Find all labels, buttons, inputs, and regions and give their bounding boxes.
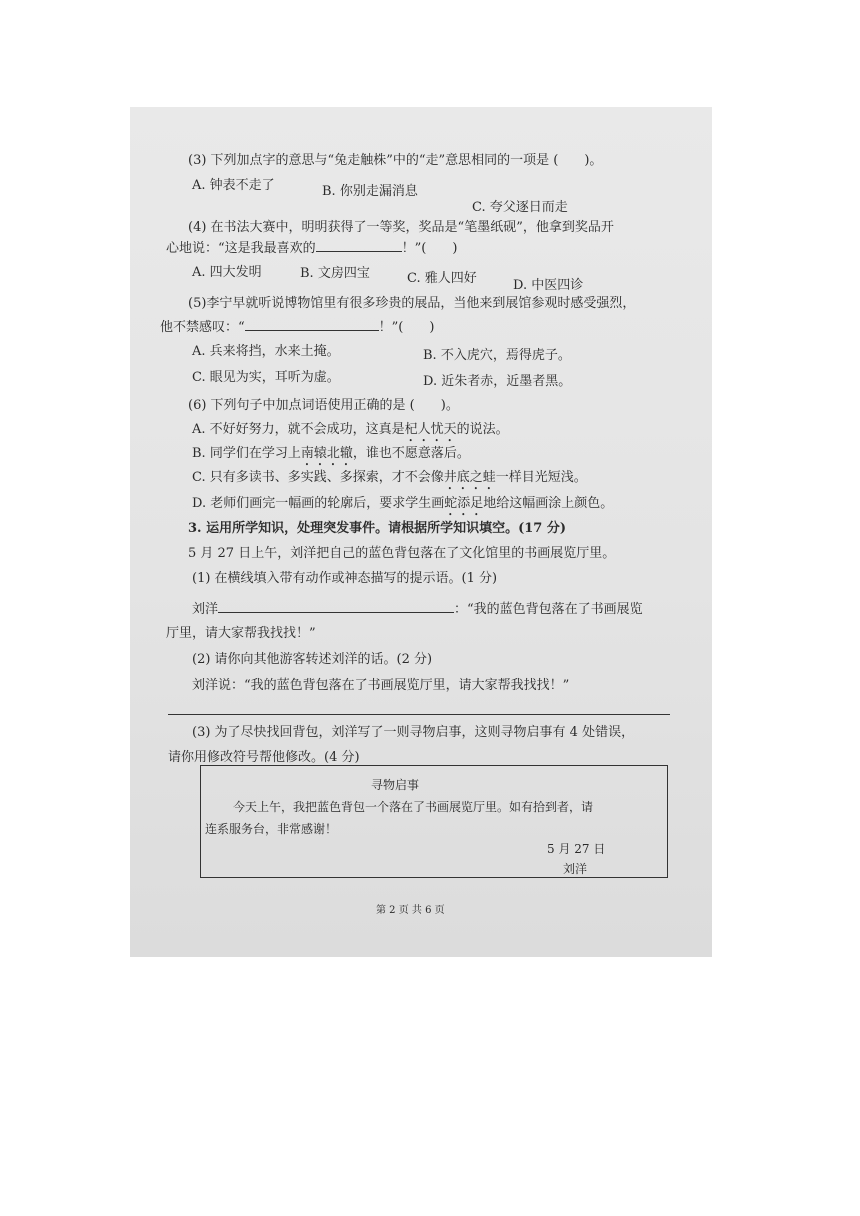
- q6-option-a-dotted-word: 杞人忧天: [404, 422, 457, 437]
- q4-line1: (4) 在书法大赛中，明明获得了一等奖，奖品是“笔墨纸砚”，他拿到奖品开: [188, 220, 614, 235]
- q6-option-b: [192, 445, 470, 469]
- q5-option-d: D. 近朱者赤，近墨者黑。: [423, 374, 572, 389]
- q3-option-c: C. 夸父逐日而走: [472, 200, 568, 215]
- q3-stem: (3) 下列加点字的意思与“兔走触株”中的“走”意思相同的一项是 ( )。: [188, 153, 603, 168]
- speaker-quote: ：“我的蓝色背包落在了书画展览: [454, 602, 643, 617]
- q4-line2: [166, 238, 457, 258]
- q6-option-d: [192, 495, 613, 519]
- section-3-part-2-quote: 刘洋说：“我的蓝色背包落在了书画展览厅里，请大家帮我找找！”: [192, 678, 570, 693]
- notice-body-line1: 今天上午，我把蓝色背包一个落在了书画展览厅里。如有拾到者，请: [233, 800, 594, 814]
- section-3-part-2: (2) 请你向其他游客转述刘洋的话。(2 分): [192, 652, 433, 667]
- page-footer: 第 2 页 共 6 页: [376, 905, 445, 916]
- q5-option-a: A. 兵来将挡，水来土掩。: [192, 344, 340, 359]
- q6-option-b-text: B. 同学们在学习上: [192, 446, 301, 461]
- q4-option-a: A. 四大发明: [192, 265, 262, 280]
- lost-item-notice: [200, 765, 668, 878]
- q6-option-d-text: D. 老师们画完一幅画的轮廓后，要求学生画: [192, 496, 445, 511]
- q3-option-a: A. 钟表不走了: [192, 178, 275, 193]
- notice-date: 5 月 27 日: [547, 842, 606, 856]
- q6-option-c-text-end: 一样目光短浅。: [495, 470, 587, 485]
- q6-option-b-text-end: ，谁也不愿意落后。: [352, 446, 470, 461]
- section-3-part-1-line: [192, 599, 643, 619]
- speaker-name: 刘洋: [192, 602, 219, 617]
- q6-option-d-dotted-word: 蛇添足: [444, 496, 484, 511]
- q4-line2-prefix: 心地说：“这是我最喜欢的: [166, 241, 316, 256]
- q4-option-b: B. 文房四宝: [300, 266, 370, 281]
- notice-signer: 刘洋: [563, 862, 588, 876]
- q4-option-c: C. 雅人四好: [407, 271, 477, 286]
- q4-answer-blank[interactable]: [316, 238, 402, 252]
- q6-stem: (6) 下列句子中加点词语使用正确的是 ( )。: [188, 398, 459, 413]
- q5-line2-suffix: ！”( ): [378, 320, 435, 335]
- q5-line1: (5)李宁早就听说博物馆里有很多珍贵的展品，当他来到展馆参观时感受强烈，: [188, 296, 636, 311]
- answer-line[interactable]: [168, 714, 670, 715]
- q5-answer-blank[interactable]: [245, 317, 379, 331]
- q4-option-d: D. 中医四诊: [513, 278, 584, 293]
- q6-option-c: [192, 469, 587, 493]
- q6-option-d-text-end: 地给这幅画涂上颜色。: [483, 496, 614, 511]
- q5-line2: [160, 317, 434, 337]
- q4-line2-suffix: ！”( ): [401, 241, 458, 256]
- section-3-intro: 5 月 27 日上午，刘洋把自己的蓝色背包落在了文化馆里的书画展览厅里。: [188, 546, 616, 561]
- q6-option-c-text: C. 只有多读书、多实践、多探索，才不会像: [192, 470, 444, 485]
- notice-title: 寻物启事: [371, 778, 420, 792]
- scanned-page: [130, 107, 712, 957]
- q5-line2-prefix: 他不禁感叹：“: [160, 320, 245, 335]
- q5-option-c: C. 眼见为实，耳听为虚。: [192, 370, 340, 385]
- section-3-part-1-continuation: 厅里，请大家帮我找找！”: [166, 626, 316, 641]
- section-3-part-1: (1) 在横线填入带有动作或神态描写的提示语。(1 分): [192, 571, 498, 586]
- section-3-title: 3. 运用所学知识，处理突发事件。请根据所学知识填空。(17 分): [188, 521, 567, 536]
- section-3-part-3-line2: 请你用修改符号帮他修改。(4 分): [168, 750, 360, 765]
- q6-option-c-dotted-word: 井底之蛙: [443, 470, 496, 485]
- q6-option-a-text-end: 的说法。: [456, 422, 509, 437]
- q3-option-b: B. 你别走漏消息: [322, 184, 418, 199]
- q5-option-b: B. 不入虎穴，焉得虎子。: [423, 348, 571, 363]
- section-3-part-3-line1: (3) 为了尽快找回背包，刘洋写了一则寻物启事，这则寻物启事有 4 处错误，: [192, 725, 635, 740]
- q6-option-b-dotted-word: 南辕北辙: [300, 446, 353, 461]
- q6-option-a: [192, 421, 509, 445]
- notice-body-line2: 连系服务台，非常感谢！: [205, 822, 338, 836]
- q6-option-a-text: A. 不好好努力，就不会成功，这真是: [192, 422, 405, 437]
- prompt-phrase-blank[interactable]: [218, 599, 454, 613]
